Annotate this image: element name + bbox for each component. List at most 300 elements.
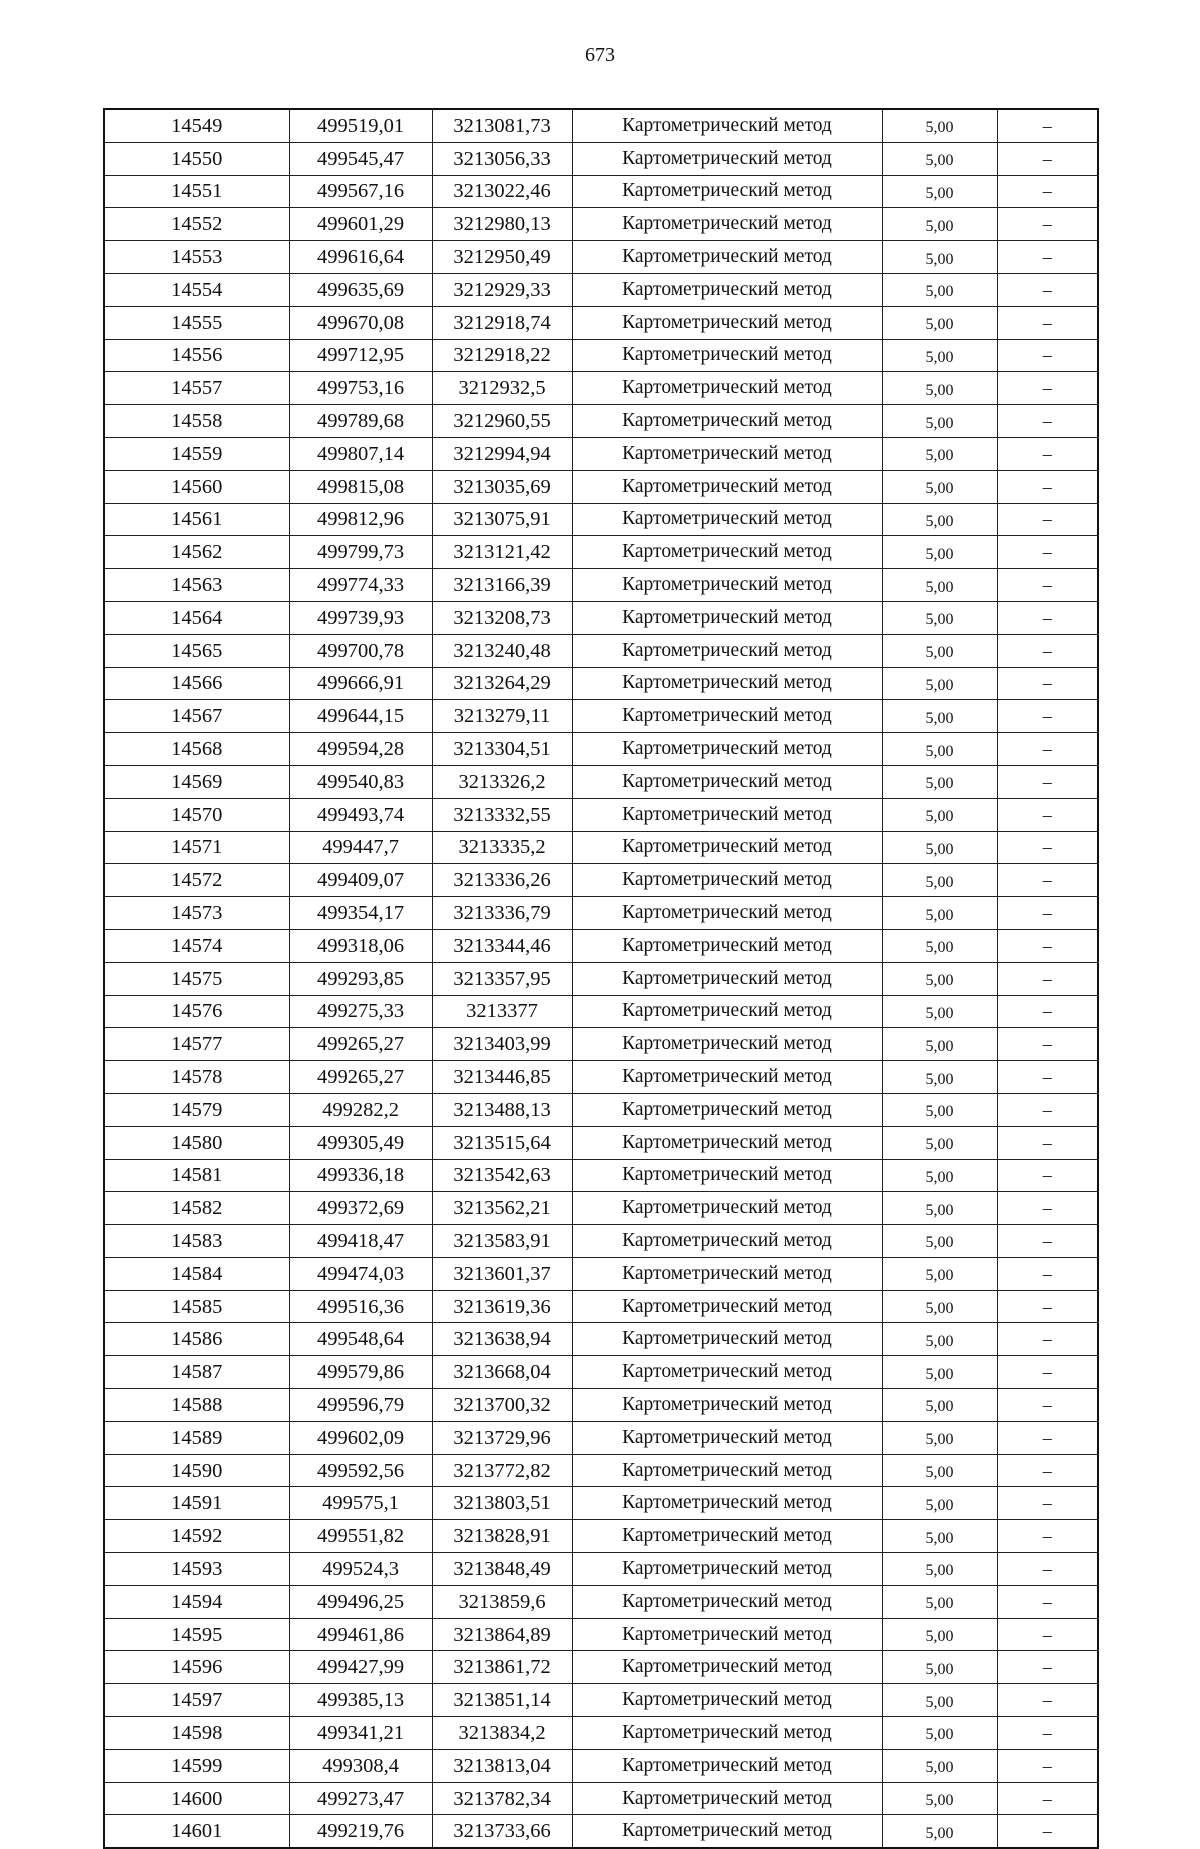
x-coordinate-cell: 499336,18 xyxy=(289,1159,432,1192)
y-coordinate-cell: 3213166,39 xyxy=(432,569,572,602)
x-coordinate-cell: 499265,27 xyxy=(289,1061,432,1094)
x-coordinate-cell: 499644,15 xyxy=(289,700,432,733)
point-number-cell: 14600 xyxy=(104,1782,289,1815)
description-cell: – xyxy=(997,1749,1098,1782)
x-coordinate-cell: 499496,25 xyxy=(289,1585,432,1618)
description-cell: – xyxy=(997,733,1098,766)
method-cell: Картометрический метод xyxy=(572,733,882,766)
point-number-cell: 14549 xyxy=(104,109,289,142)
y-coordinate-cell: 3213377 xyxy=(432,995,572,1028)
point-number-cell: 14598 xyxy=(104,1717,289,1750)
point-number-cell: 14597 xyxy=(104,1684,289,1717)
table-row xyxy=(104,470,1098,503)
description-cell: – xyxy=(997,1290,1098,1323)
description-cell: – xyxy=(997,1520,1098,1553)
description-cell: – xyxy=(997,1323,1098,1356)
x-coordinate-cell: 499739,93 xyxy=(289,601,432,634)
method-cell: Картометрический метод xyxy=(572,1520,882,1553)
accuracy-cell: 5,00 xyxy=(882,306,997,339)
description-cell: – xyxy=(997,831,1098,864)
y-coordinate-cell: 3213240,48 xyxy=(432,634,572,667)
table-row xyxy=(104,1487,1098,1520)
accuracy-cell: 5,00 xyxy=(882,503,997,536)
method-cell: Картометрический метод xyxy=(572,897,882,930)
point-number-cell: 14557 xyxy=(104,372,289,405)
accuracy-cell: 5,00 xyxy=(882,864,997,897)
table-row xyxy=(104,1257,1098,1290)
y-coordinate-cell: 3213733,66 xyxy=(432,1815,572,1848)
description-cell: – xyxy=(997,1356,1098,1389)
table-row xyxy=(104,897,1098,930)
accuracy-cell: 5,00 xyxy=(882,831,997,864)
page-number: 673 xyxy=(585,44,615,66)
point-number-cell: 14562 xyxy=(104,536,289,569)
method-cell: Картометрический метод xyxy=(572,1028,882,1061)
description-cell: – xyxy=(997,1093,1098,1126)
point-number-cell: 14570 xyxy=(104,798,289,831)
y-coordinate-cell: 3213542,63 xyxy=(432,1159,572,1192)
point-number-cell: 14578 xyxy=(104,1061,289,1094)
y-coordinate-cell: 3213803,51 xyxy=(432,1487,572,1520)
method-cell: Картометрический метод xyxy=(572,929,882,962)
accuracy-cell: 5,00 xyxy=(882,109,997,142)
accuracy-cell: 5,00 xyxy=(882,1290,997,1323)
point-number-cell: 14595 xyxy=(104,1618,289,1651)
table-row xyxy=(104,339,1098,372)
method-cell: Картометрический метод xyxy=(572,1061,882,1094)
method-cell: Картометрический метод xyxy=(572,372,882,405)
accuracy-cell: 5,00 xyxy=(882,962,997,995)
method-cell: Картометрический метод xyxy=(572,470,882,503)
table-row xyxy=(104,1651,1098,1684)
y-coordinate-cell: 3212994,94 xyxy=(432,437,572,470)
accuracy-cell: 5,00 xyxy=(882,1585,997,1618)
description-cell: – xyxy=(997,601,1098,634)
x-coordinate-cell: 499409,07 xyxy=(289,864,432,897)
table-row xyxy=(104,929,1098,962)
method-cell: Картометрический метод xyxy=(572,1815,882,1848)
table-row xyxy=(104,601,1098,634)
description-cell: – xyxy=(997,1126,1098,1159)
point-number-cell: 14560 xyxy=(104,470,289,503)
accuracy-cell: 5,00 xyxy=(882,1356,997,1389)
x-coordinate-cell: 499293,85 xyxy=(289,962,432,995)
point-number-cell: 14563 xyxy=(104,569,289,602)
description-cell: – xyxy=(997,175,1098,208)
description-cell: – xyxy=(997,208,1098,241)
x-coordinate-cell: 499354,17 xyxy=(289,897,432,930)
point-number-cell: 14576 xyxy=(104,995,289,1028)
coordinates-table-body xyxy=(104,109,1098,1848)
table-row xyxy=(104,864,1098,897)
table-row xyxy=(104,1225,1098,1258)
point-number-cell: 14593 xyxy=(104,1553,289,1586)
description-cell: – xyxy=(997,995,1098,1028)
accuracy-cell: 5,00 xyxy=(882,1487,997,1520)
x-coordinate-cell: 499602,09 xyxy=(289,1421,432,1454)
point-number-cell: 14572 xyxy=(104,864,289,897)
accuracy-cell: 5,00 xyxy=(882,372,997,405)
x-coordinate-cell: 499308,4 xyxy=(289,1749,432,1782)
accuracy-cell: 5,00 xyxy=(882,273,997,306)
table-row xyxy=(104,1192,1098,1225)
point-number-cell: 14596 xyxy=(104,1651,289,1684)
table-row xyxy=(104,1782,1098,1815)
x-coordinate-cell: 499548,64 xyxy=(289,1323,432,1356)
y-coordinate-cell: 3213304,51 xyxy=(432,733,572,766)
y-coordinate-cell: 3213357,95 xyxy=(432,962,572,995)
y-coordinate-cell: 3212980,13 xyxy=(432,208,572,241)
x-coordinate-cell: 499616,64 xyxy=(289,241,432,274)
accuracy-cell: 5,00 xyxy=(882,1454,997,1487)
table-row xyxy=(104,1093,1098,1126)
x-coordinate-cell: 499474,03 xyxy=(289,1257,432,1290)
method-cell: Картометрический метод xyxy=(572,437,882,470)
point-number-cell: 14588 xyxy=(104,1389,289,1422)
accuracy-cell: 5,00 xyxy=(882,470,997,503)
point-number-cell: 14601 xyxy=(104,1815,289,1848)
y-coordinate-cell: 3213344,46 xyxy=(432,929,572,962)
description-cell: – xyxy=(997,1782,1098,1815)
accuracy-cell: 5,00 xyxy=(882,1651,997,1684)
x-coordinate-cell: 499807,14 xyxy=(289,437,432,470)
description-cell: – xyxy=(997,536,1098,569)
x-coordinate-cell: 499575,1 xyxy=(289,1487,432,1520)
accuracy-cell: 5,00 xyxy=(882,1520,997,1553)
point-number-cell: 14587 xyxy=(104,1356,289,1389)
table-row xyxy=(104,405,1098,438)
y-coordinate-cell: 3212918,74 xyxy=(432,306,572,339)
y-coordinate-cell: 3213264,29 xyxy=(432,667,572,700)
description-cell: – xyxy=(997,142,1098,175)
accuracy-cell: 5,00 xyxy=(882,142,997,175)
table-row xyxy=(104,995,1098,1028)
y-coordinate-cell: 3213515,64 xyxy=(432,1126,572,1159)
x-coordinate-cell: 499519,01 xyxy=(289,109,432,142)
description-cell: – xyxy=(997,437,1098,470)
description-cell: – xyxy=(997,1815,1098,1848)
y-coordinate-cell: 3213488,13 xyxy=(432,1093,572,1126)
description-cell: – xyxy=(997,1717,1098,1750)
method-cell: Картометрический метод xyxy=(572,241,882,274)
x-coordinate-cell: 499524,3 xyxy=(289,1553,432,1586)
description-cell: – xyxy=(997,569,1098,602)
point-number-cell: 14573 xyxy=(104,897,289,930)
accuracy-cell: 5,00 xyxy=(882,733,997,766)
x-coordinate-cell: 499670,08 xyxy=(289,306,432,339)
accuracy-cell: 5,00 xyxy=(882,1323,997,1356)
point-number-cell: 14591 xyxy=(104,1487,289,1520)
description-cell: – xyxy=(997,765,1098,798)
x-coordinate-cell: 499789,68 xyxy=(289,405,432,438)
y-coordinate-cell: 3213729,96 xyxy=(432,1421,572,1454)
y-coordinate-cell: 3213700,32 xyxy=(432,1389,572,1422)
table-row xyxy=(104,1356,1098,1389)
y-coordinate-cell: 3212929,33 xyxy=(432,273,572,306)
description-cell: – xyxy=(997,1192,1098,1225)
y-coordinate-cell: 3213332,55 xyxy=(432,798,572,831)
point-number-cell: 14556 xyxy=(104,339,289,372)
table-row xyxy=(104,667,1098,700)
description-cell: – xyxy=(997,667,1098,700)
table-row xyxy=(104,536,1098,569)
description-cell: – xyxy=(997,1454,1098,1487)
accuracy-cell: 5,00 xyxy=(882,1749,997,1782)
description-cell: – xyxy=(997,241,1098,274)
method-cell: Картометрический метод xyxy=(572,1618,882,1651)
description-cell: – xyxy=(997,1159,1098,1192)
table-row xyxy=(104,1749,1098,1782)
y-coordinate-cell: 3213075,91 xyxy=(432,503,572,536)
description-cell: – xyxy=(997,1487,1098,1520)
method-cell: Картометрический метод xyxy=(572,306,882,339)
method-cell: Картометрический метод xyxy=(572,339,882,372)
point-number-cell: 14555 xyxy=(104,306,289,339)
table-row xyxy=(104,569,1098,602)
y-coordinate-cell: 3213403,99 xyxy=(432,1028,572,1061)
x-coordinate-cell: 499601,29 xyxy=(289,208,432,241)
description-cell: – xyxy=(997,306,1098,339)
description-cell: – xyxy=(997,1257,1098,1290)
table-row xyxy=(104,142,1098,175)
accuracy-cell: 5,00 xyxy=(882,1815,997,1848)
x-coordinate-cell: 499219,76 xyxy=(289,1815,432,1848)
method-cell: Картометрический метод xyxy=(572,1159,882,1192)
x-coordinate-cell: 499551,82 xyxy=(289,1520,432,1553)
table-row xyxy=(104,1520,1098,1553)
accuracy-cell: 5,00 xyxy=(882,1192,997,1225)
accuracy-cell: 5,00 xyxy=(882,700,997,733)
table-row xyxy=(104,634,1098,667)
point-number-cell: 14592 xyxy=(104,1520,289,1553)
method-cell: Картометрический метод xyxy=(572,1323,882,1356)
description-cell: – xyxy=(997,1061,1098,1094)
description-cell: – xyxy=(997,503,1098,536)
table-row xyxy=(104,831,1098,864)
method-cell: Картометрический метод xyxy=(572,667,882,700)
point-number-cell: 14561 xyxy=(104,503,289,536)
x-coordinate-cell: 499275,33 xyxy=(289,995,432,1028)
y-coordinate-cell: 3213446,85 xyxy=(432,1061,572,1094)
x-coordinate-cell: 499700,78 xyxy=(289,634,432,667)
method-cell: Картометрический метод xyxy=(572,109,882,142)
point-number-cell: 14568 xyxy=(104,733,289,766)
method-cell: Картометрический метод xyxy=(572,142,882,175)
y-coordinate-cell: 3212950,49 xyxy=(432,241,572,274)
table-row xyxy=(104,1454,1098,1487)
description-cell: – xyxy=(997,634,1098,667)
description-cell: – xyxy=(997,929,1098,962)
table-row xyxy=(104,273,1098,306)
method-cell: Картометрический метод xyxy=(572,634,882,667)
accuracy-cell: 5,00 xyxy=(882,1061,997,1094)
x-coordinate-cell: 499712,95 xyxy=(289,339,432,372)
description-cell: – xyxy=(997,1225,1098,1258)
point-number-cell: 14582 xyxy=(104,1192,289,1225)
x-coordinate-cell: 499594,28 xyxy=(289,733,432,766)
table-row xyxy=(104,1421,1098,1454)
table-row xyxy=(104,1618,1098,1651)
point-number-cell: 14589 xyxy=(104,1421,289,1454)
y-coordinate-cell: 3213121,42 xyxy=(432,536,572,569)
description-cell: – xyxy=(997,1028,1098,1061)
accuracy-cell: 5,00 xyxy=(882,1028,997,1061)
accuracy-cell: 5,00 xyxy=(882,929,997,962)
accuracy-cell: 5,00 xyxy=(882,1553,997,1586)
accuracy-cell: 5,00 xyxy=(882,897,997,930)
method-cell: Картометрический метод xyxy=(572,1749,882,1782)
description-cell: – xyxy=(997,962,1098,995)
description-cell: – xyxy=(997,1389,1098,1422)
table-row xyxy=(104,437,1098,470)
accuracy-cell: 5,00 xyxy=(882,1225,997,1258)
accuracy-cell: 5,00 xyxy=(882,175,997,208)
accuracy-cell: 5,00 xyxy=(882,437,997,470)
x-coordinate-cell: 499418,47 xyxy=(289,1225,432,1258)
x-coordinate-cell: 499282,2 xyxy=(289,1093,432,1126)
y-coordinate-cell: 3213022,46 xyxy=(432,175,572,208)
accuracy-cell: 5,00 xyxy=(882,798,997,831)
method-cell: Картометрический метод xyxy=(572,175,882,208)
method-cell: Картометрический метод xyxy=(572,765,882,798)
table-row xyxy=(104,1585,1098,1618)
table-row xyxy=(104,1553,1098,1586)
accuracy-cell: 5,00 xyxy=(882,765,997,798)
y-coordinate-cell: 3213081,73 xyxy=(432,109,572,142)
table-row xyxy=(104,733,1098,766)
table-row xyxy=(104,241,1098,274)
accuracy-cell: 5,00 xyxy=(882,405,997,438)
description-cell: – xyxy=(997,1585,1098,1618)
accuracy-cell: 5,00 xyxy=(882,536,997,569)
description-cell: – xyxy=(997,897,1098,930)
x-coordinate-cell: 499385,13 xyxy=(289,1684,432,1717)
table-row xyxy=(104,962,1098,995)
point-number-cell: 14584 xyxy=(104,1257,289,1290)
x-coordinate-cell: 499815,08 xyxy=(289,470,432,503)
table-row xyxy=(104,798,1098,831)
y-coordinate-cell: 3213619,36 xyxy=(432,1290,572,1323)
table-row xyxy=(104,109,1098,142)
method-cell: Картометрический метод xyxy=(572,1225,882,1258)
x-coordinate-cell: 499540,83 xyxy=(289,765,432,798)
x-coordinate-cell: 499635,69 xyxy=(289,273,432,306)
description-cell: – xyxy=(997,1553,1098,1586)
table-row xyxy=(104,1290,1098,1323)
table-row xyxy=(104,1684,1098,1717)
x-coordinate-cell: 499372,69 xyxy=(289,1192,432,1225)
y-coordinate-cell: 3213279,11 xyxy=(432,700,572,733)
x-coordinate-cell: 499592,56 xyxy=(289,1454,432,1487)
y-coordinate-cell: 3213583,91 xyxy=(432,1225,572,1258)
x-coordinate-cell: 499447,7 xyxy=(289,831,432,864)
description-cell: – xyxy=(997,372,1098,405)
description-cell: – xyxy=(997,339,1098,372)
point-number-cell: 14590 xyxy=(104,1454,289,1487)
point-number-cell: 14567 xyxy=(104,700,289,733)
x-coordinate-cell: 499273,47 xyxy=(289,1782,432,1815)
description-cell: – xyxy=(997,273,1098,306)
y-coordinate-cell: 3213562,21 xyxy=(432,1192,572,1225)
method-cell: Картометрический метод xyxy=(572,700,882,733)
y-coordinate-cell: 3213601,37 xyxy=(432,1257,572,1290)
method-cell: Картометрический метод xyxy=(572,1356,882,1389)
y-coordinate-cell: 3213828,91 xyxy=(432,1520,572,1553)
x-coordinate-cell: 499493,74 xyxy=(289,798,432,831)
y-coordinate-cell: 3213782,34 xyxy=(432,1782,572,1815)
table-row xyxy=(104,1323,1098,1356)
x-coordinate-cell: 499545,47 xyxy=(289,142,432,175)
method-cell: Картометрический метод xyxy=(572,1454,882,1487)
x-coordinate-cell: 499318,06 xyxy=(289,929,432,962)
x-coordinate-cell: 499427,99 xyxy=(289,1651,432,1684)
description-cell: – xyxy=(997,700,1098,733)
table-row xyxy=(104,1028,1098,1061)
description-cell: – xyxy=(997,1421,1098,1454)
method-cell: Картометрический метод xyxy=(572,1782,882,1815)
method-cell: Картометрический метод xyxy=(572,536,882,569)
accuracy-cell: 5,00 xyxy=(882,1618,997,1651)
accuracy-cell: 5,00 xyxy=(882,1421,997,1454)
y-coordinate-cell: 3213336,26 xyxy=(432,864,572,897)
x-coordinate-cell: 499567,16 xyxy=(289,175,432,208)
point-number-cell: 14566 xyxy=(104,667,289,700)
method-cell: Картометрический метод xyxy=(572,1553,882,1586)
method-cell: Картометрический метод xyxy=(572,1126,882,1159)
point-number-cell: 14599 xyxy=(104,1749,289,1782)
method-cell: Картометрический метод xyxy=(572,1093,882,1126)
y-coordinate-cell: 3213638,94 xyxy=(432,1323,572,1356)
point-number-cell: 14594 xyxy=(104,1585,289,1618)
y-coordinate-cell: 3213864,89 xyxy=(432,1618,572,1651)
table-row xyxy=(104,1815,1098,1848)
method-cell: Картометрический метод xyxy=(572,864,882,897)
y-coordinate-cell: 3213668,04 xyxy=(432,1356,572,1389)
description-cell: – xyxy=(997,1618,1098,1651)
method-cell: Картометрический метод xyxy=(572,601,882,634)
y-coordinate-cell: 3213834,2 xyxy=(432,1717,572,1750)
x-coordinate-cell: 499812,96 xyxy=(289,503,432,536)
point-number-cell: 14552 xyxy=(104,208,289,241)
accuracy-cell: 5,00 xyxy=(882,1389,997,1422)
table-row xyxy=(104,306,1098,339)
point-number-cell: 14565 xyxy=(104,634,289,667)
point-number-cell: 14559 xyxy=(104,437,289,470)
point-number-cell: 14579 xyxy=(104,1093,289,1126)
method-cell: Картометрический метод xyxy=(572,1717,882,1750)
method-cell: Картометрический метод xyxy=(572,273,882,306)
method-cell: Картометрический метод xyxy=(572,503,882,536)
point-number-cell: 14564 xyxy=(104,601,289,634)
method-cell: Картометрический метод xyxy=(572,1192,882,1225)
table-row xyxy=(104,700,1098,733)
point-number-cell: 14583 xyxy=(104,1225,289,1258)
x-coordinate-cell: 499753,16 xyxy=(289,372,432,405)
table-row xyxy=(104,1061,1098,1094)
method-cell: Картометрический метод xyxy=(572,798,882,831)
y-coordinate-cell: 3213861,72 xyxy=(432,1651,572,1684)
method-cell: Картометрический метод xyxy=(572,1257,882,1290)
method-cell: Картометрический метод xyxy=(572,208,882,241)
y-coordinate-cell: 3212960,55 xyxy=(432,405,572,438)
description-cell: – xyxy=(997,109,1098,142)
description-cell: – xyxy=(997,798,1098,831)
accuracy-cell: 5,00 xyxy=(882,995,997,1028)
method-cell: Картометрический метод xyxy=(572,831,882,864)
y-coordinate-cell: 3213772,82 xyxy=(432,1454,572,1487)
point-number-cell: 14581 xyxy=(104,1159,289,1192)
method-cell: Картометрический метод xyxy=(572,1651,882,1684)
